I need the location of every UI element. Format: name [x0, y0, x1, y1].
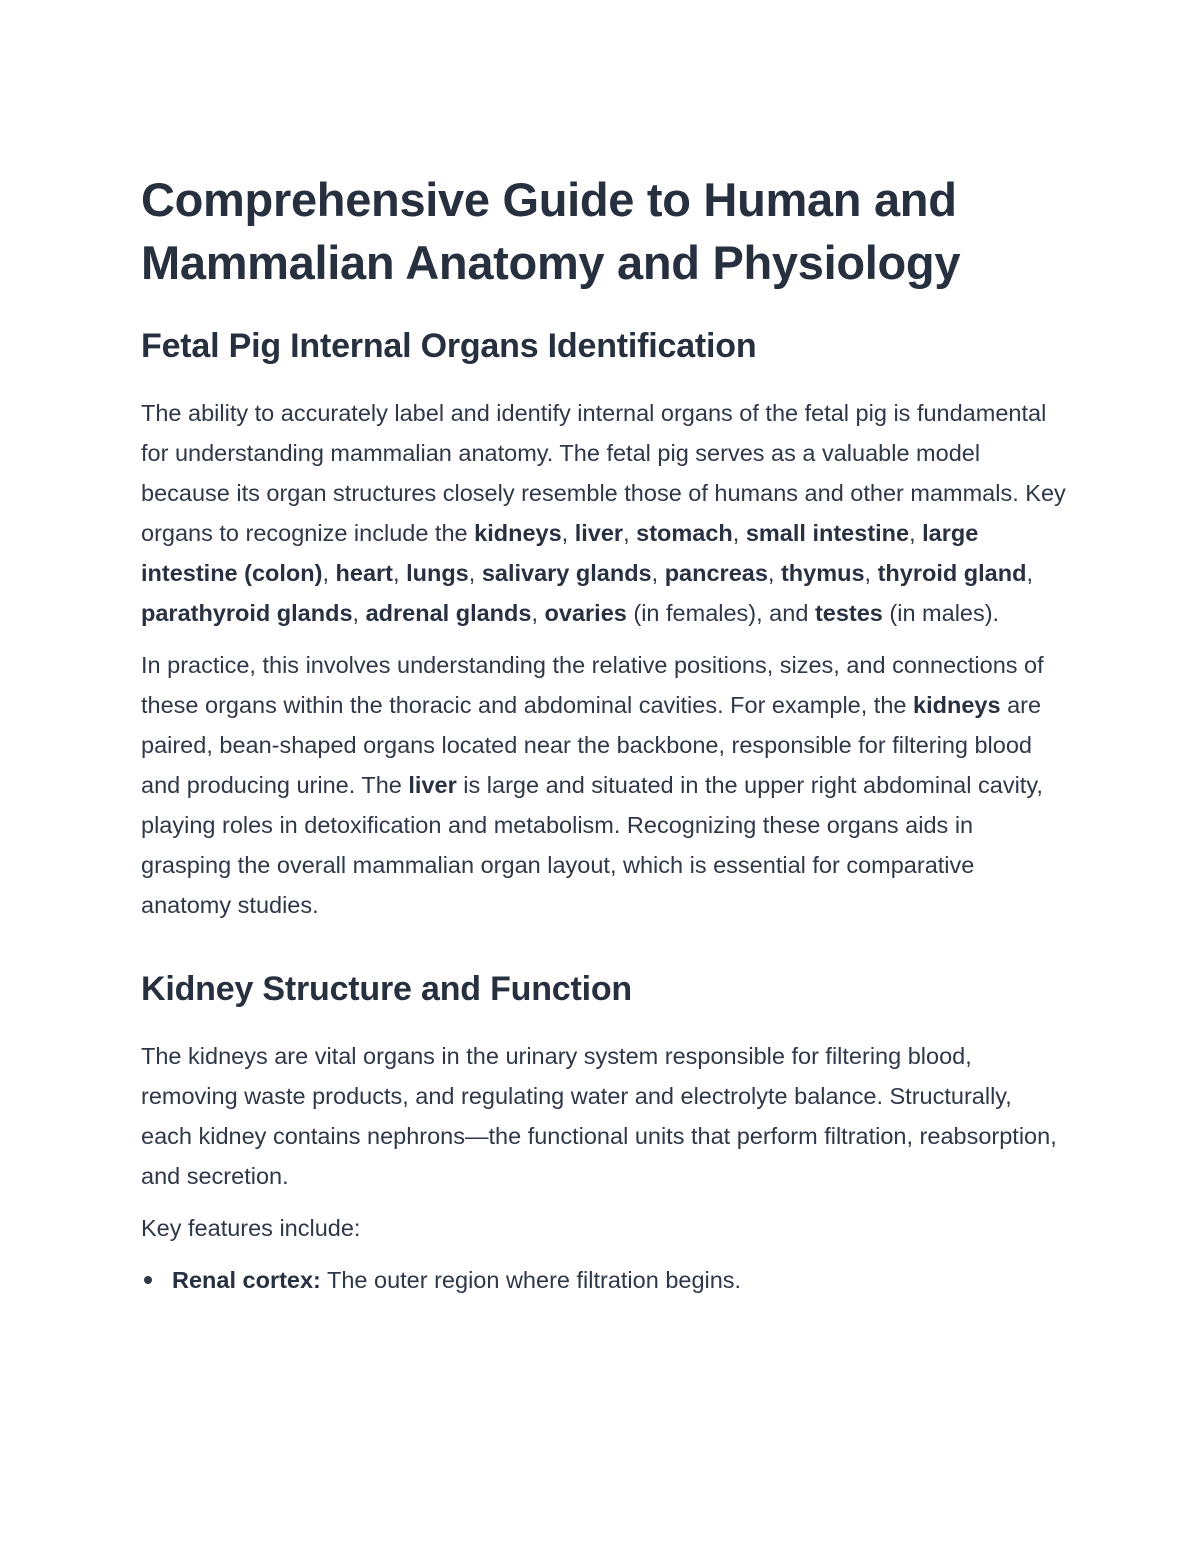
- organ-term: liver: [574, 520, 624, 546]
- list-item-term: Renal cortex:: [172, 1267, 321, 1293]
- organ-term: kidneys: [474, 520, 562, 546]
- fetal-pig-paragraph-2: In practice, this involves understanding the relative positions, sizes, and connections of these organs within the thoracic and abdominal cavities. For example, the kidneys are paired, bean-shaped organs located near the backbone, responsible for filtering blood and producing urine. The liver is large and situated in the upper right abdominal cavity, playing roles in detoxification and metabolism. Recognizing these organs aids in grasping the overall mammalian organ layout, which is essential for comparative anatomy studies.: [141, 652, 1044, 918]
- document-title: Comprehensive Guide to Human and Mammalian Anatomy and Physiology: [141, 173, 961, 289]
- organ-term: ovaries: [544, 600, 627, 626]
- section-heading-kidney: Kidney Structure and Function: [141, 970, 633, 1008]
- organ-term: heart: [335, 560, 394, 586]
- list-item: [141, 1260, 1066, 1300]
- kidney-paragraph-1: The kidneys are vital organs in the urinary system responsible for filtering blood, removing waste products, and regulating water and electrolyte balance. Structurally, each kidney contains nephrons—the functional units that perform filtration, reabsorption, and secretion.: [141, 1043, 1057, 1189]
- bullet-icon: [144, 1276, 152, 1284]
- organ-term: thymus: [780, 560, 865, 586]
- organ-term: salivary glands: [481, 560, 652, 586]
- list-item-text: The outer region where filtration begins.: [320, 1267, 742, 1293]
- organ-term: small intestine: [745, 520, 910, 546]
- paragraph-text: The ability to accurately label and identify internal organs of the fetal pig is fundamental for understanding mammalian anatomy. The fetal pig serves as a valuable model because its organ structures closely resemble those of humans and other mammals. Key organs to recognize include the: [141, 400, 1066, 546]
- organ-term: liver: [408, 772, 457, 798]
- section-heading-fetal-pig: Fetal Pig Internal Organs Identification: [141, 327, 757, 365]
- organ-term: lungs: [406, 560, 469, 586]
- kidney-features-list: [141, 1260, 1066, 1300]
- document-page: [141, 168, 1066, 1300]
- kidney-paragraph-2: Key features include:: [141, 1215, 361, 1241]
- fetal-pig-paragraph-1: The ability to accurately label and identify internal organs of the fetal pig is fundamental for understanding mammalian anatomy. The fetal pig serves as a valuable model because its organ structures closely resemble those of humans and other mammals. Key organs to recognize include the kidneys, liver, stomach, small intestine, large intestine (colon), heart, lungs, salivary glands, pancreas, thymus, thyroid gland, parathyroid glands, adrenal glands, ovaries (in females), and testes (in males).: [141, 400, 1066, 626]
- organ-term: testes: [814, 600, 883, 626]
- organ-term: parathyroid glands: [141, 600, 353, 626]
- organ-term: large intestine (colon): [141, 520, 979, 586]
- organ-term: thyroid gland: [877, 560, 1027, 586]
- organ-term: adrenal glands: [365, 600, 532, 626]
- organ-term: pancreas: [664, 560, 768, 586]
- organ-term: stomach: [636, 520, 733, 546]
- organ-term: kidneys: [913, 692, 1001, 718]
